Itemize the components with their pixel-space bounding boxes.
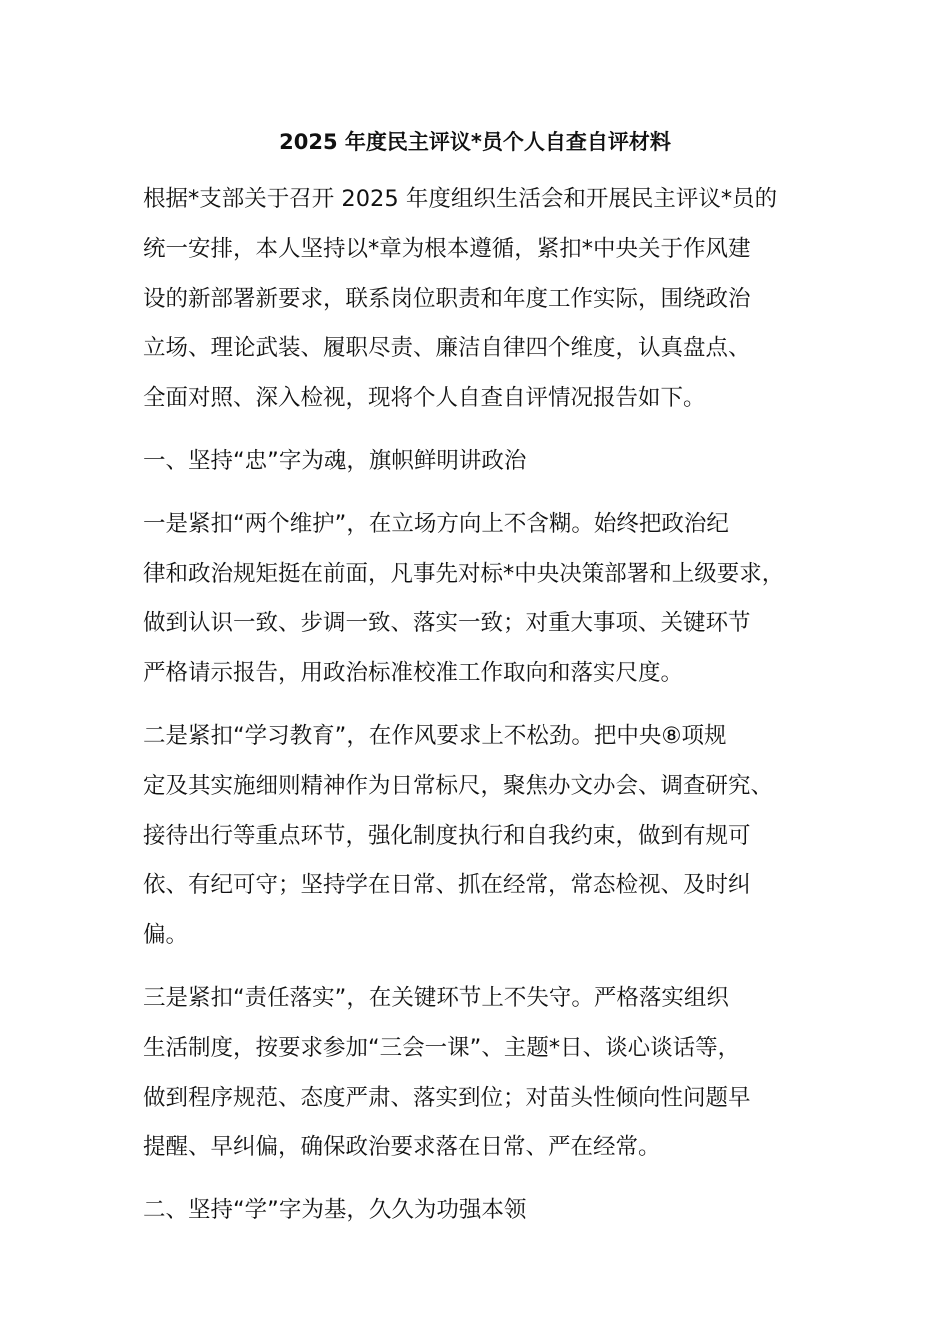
paragraph-line: 严格请示报告，用政治标准校准工作取向和落实尺度。 bbox=[143, 660, 684, 687]
section-2-heading: 二、坚持“学”字为基，久久为功强本领 bbox=[143, 1197, 527, 1224]
intro-line: 设的新部署新要求，联系岗位职责和年度工作实际，围绕政治 bbox=[143, 285, 751, 312]
paragraph-3 bbox=[143, 974, 815, 1173]
paragraph-line: 提醒、早纠偏，确保政治要求落在日常、严在经常。 bbox=[143, 1134, 661, 1161]
paragraph-line: 一是紧扣“两个维护”，在立场方向上不含糊。始终把政治纪 bbox=[143, 510, 729, 537]
paragraph-line: 二是紧扣“学习教育”，在作风要求上不松劲。把中央⑧项规 bbox=[143, 722, 727, 749]
section-1-heading: 一、坚持“忠”字为魂，旗帜鲜明讲政治 bbox=[143, 447, 527, 474]
paragraph-line: 做到程序规范、态度严肃、落实到位；对苗头性倾向性问题早 bbox=[143, 1084, 751, 1111]
paragraph-line: 律和政治规矩挺在前面，凡事先对标*中央决策部署和上级要求， bbox=[143, 560, 785, 587]
paragraph-line: 依、有纪可守；坚持学在日常、抓在经常，常态检视、及时纠 bbox=[143, 872, 751, 899]
paragraph-line: 定及其实施细则精神作为日常标尺，聚焦办文办会、调查研究、 bbox=[143, 772, 774, 799]
paragraph-line: 做到认识一致、步调一致、落实一致；对重大事项、关键环节 bbox=[143, 610, 751, 637]
paragraph-line: 接待出行等重点环节，强化制度执行和自我约束，做到有规可 bbox=[143, 822, 751, 849]
intro-paragraph bbox=[143, 175, 815, 424]
paragraph-1 bbox=[143, 500, 815, 699]
paragraph-line: 偏。 bbox=[143, 922, 189, 949]
paragraph-line: 三是紧扣“责任落实”，在关键环节上不失守。严格落实组织 bbox=[143, 984, 729, 1011]
document-title: 2025 年度民主评议*员个人自查自评材料 bbox=[279, 130, 671, 154]
intro-line: 根据*支部关于召开 2025 年度组织生活会和开展民主评议*员的 bbox=[143, 186, 778, 212]
paragraph-line: 生活制度，按要求参加“三会一课”、主题*日、谈心谈话等， bbox=[143, 1034, 741, 1061]
intro-line: 统一安排，本人坚持以*章为根本遵循，紧扣*中央关于作风建 bbox=[143, 235, 751, 262]
document-body bbox=[143, 175, 815, 1249]
intro-line: 全面对照、深入检视，现将个人自查自评情况报告如下。 bbox=[143, 385, 706, 412]
paragraph-2 bbox=[143, 712, 815, 961]
intro-line: 立场、理论武装、履职尽责、廉洁自律四个维度，认真盘点、 bbox=[143, 335, 751, 362]
